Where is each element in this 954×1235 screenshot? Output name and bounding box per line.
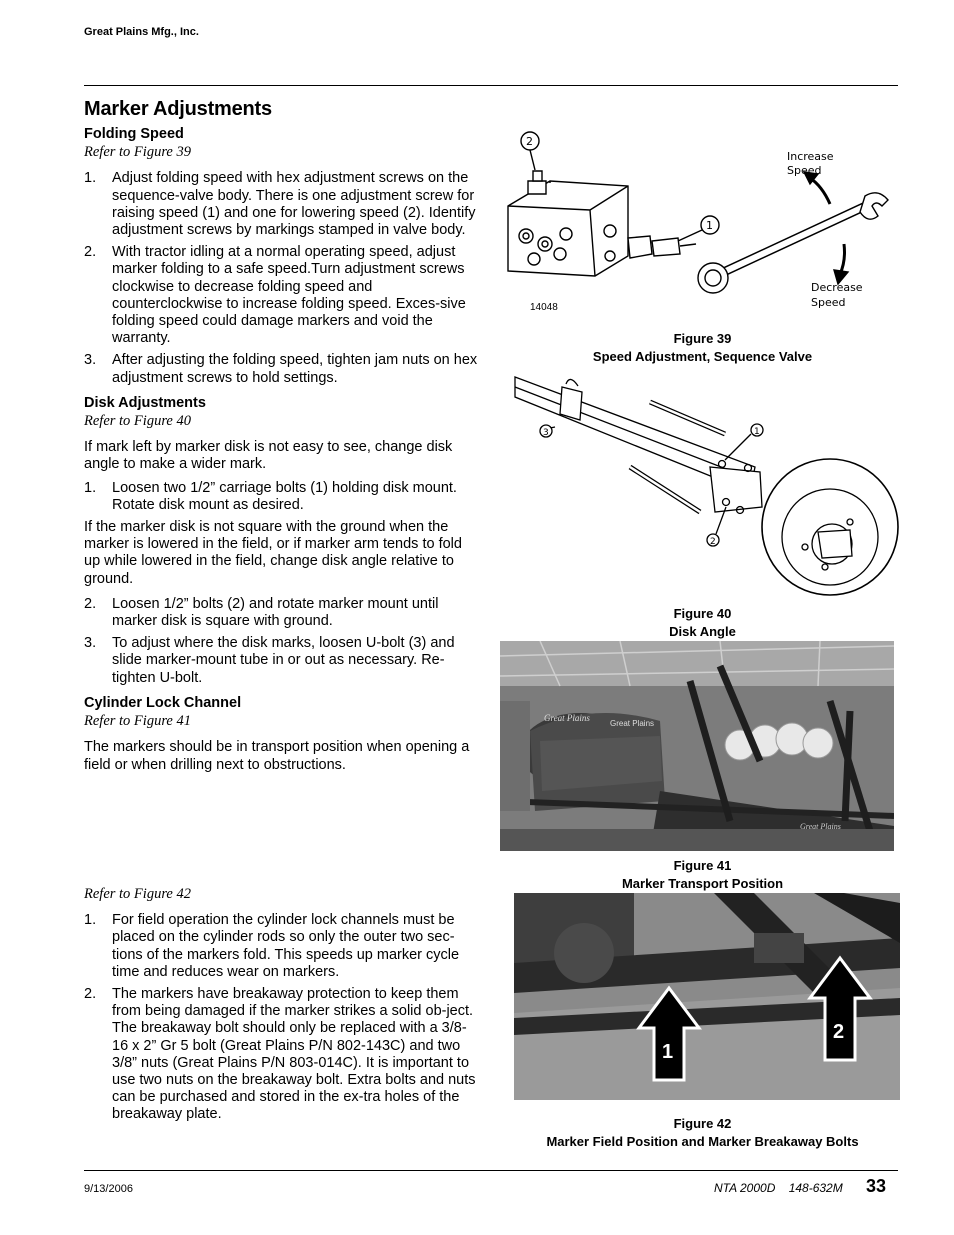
figure-caption: Disk Angle	[669, 624, 736, 639]
footer-doc-number: NTA 2000D 148-632M	[714, 1181, 843, 1195]
list-item	[84, 170, 480, 239]
figure-42-caption	[500, 1115, 905, 1151]
item-text: Loosen 1/2” bolts (2) and rotate marker mount until marker disk is square with ground.	[112, 595, 439, 630]
footer-rule	[84, 1170, 898, 1171]
left-column	[84, 126, 480, 780]
figure-39-drawing	[500, 126, 905, 321]
fig42-arrow-1-label: 1	[662, 1041, 674, 1063]
figure-41-photo	[500, 641, 894, 851]
cylinder-heading: Cylinder Lock Channel	[84, 694, 242, 711]
folding-list	[84, 170, 480, 386]
item-number: 3.	[84, 352, 97, 369]
figure-label: Figure 41	[673, 858, 732, 873]
fig39-increase: Increase	[787, 150, 834, 163]
disk-intro: If mark left by marker disk is not easy to see, change disk angle to make a wider mark.	[84, 439, 453, 473]
fig39-decrease: Decrease	[811, 281, 863, 294]
list-item	[84, 244, 480, 347]
fig39-increase-speed: Speed	[787, 164, 822, 177]
item-text: Loosen two 1/2” carriage bolts (1) holding disk mount. Rotate disk mount as desired.	[112, 479, 457, 513]
cylinder-intro: The markers should be in transport position when opening a field or when drilling next to obstructions.	[84, 739, 470, 773]
disk-heading: Disk Adjustments	[84, 394, 206, 411]
fig39-partno: 14048	[530, 302, 558, 313]
item-text: Adjust folding speed with hex adjustment screws on the sequence-valve body. There is one adjustment screw for raising speed (1) and one for lowering speed (2). Identify adjustment screws by markings stamped in valve body.	[112, 170, 476, 239]
fig40-callout-3: 3	[543, 428, 549, 438]
fig40-callout-1: 1	[754, 427, 760, 437]
list-item	[84, 912, 480, 981]
figure-caption: Marker Field Position and Marker Breakaway Bolts	[546, 1134, 859, 1149]
header-rule	[84, 85, 898, 86]
figure-label: Figure 39	[673, 331, 732, 346]
item-text: For field operation the cylinder lock channels must be placed on the cylinder rods so only the outer two sec-tions of the markers fold. This speeds up marker cycle time and reduces wear on markers.	[112, 912, 460, 980]
fig39-callout-1: 1	[706, 219, 713, 232]
figure-39-caption	[500, 330, 905, 366]
figure-label: Figure 40	[673, 606, 732, 621]
folding-ref: Refer to Figure 39	[84, 144, 191, 161]
figure-40-caption	[500, 605, 905, 641]
page-title: Marker Adjustments	[84, 98, 272, 120]
item-number: 3.	[84, 635, 97, 652]
figure-41-caption	[500, 857, 905, 893]
page-number: 33	[866, 1176, 887, 1196]
item-text: To adjust where the disk marks, loosen U-bolt (3) and slide marker-mount tube in or out as necessary. Re-tighten U-bolt.	[112, 635, 455, 686]
fig41-brand-1: Great Plains	[544, 713, 590, 723]
item-number: 1.	[84, 479, 97, 496]
left-column-lower	[84, 885, 480, 1129]
figure-caption: Marker Transport Position	[621, 876, 784, 891]
list-item	[84, 986, 480, 1124]
list-item	[84, 596, 480, 630]
item-text: After adjusting the folding speed, tighten jam nuts on hex adjustment screws to hold settings.	[112, 352, 478, 386]
item-number: 1.	[84, 912, 97, 929]
list-item	[84, 635, 480, 687]
company-name: Great Plains Mfg., Inc.	[84, 26, 199, 38]
fig41-brand-2: Great Plains	[610, 719, 655, 728]
item-text: With tractor idling at a normal operating speed, adjust marker folding to a safe speed.Turn adjustment screws clockwise to decrease folding speed and counterclockwise to increase folding speed. Exces-sive folding speed could damage markers and void the warranty.	[112, 244, 466, 347]
disk-ref: Refer to Figure 40	[84, 413, 191, 430]
fig40-callout-2: 2	[710, 537, 716, 547]
item-number: 2.	[84, 986, 97, 1003]
disk-mid: If the marker disk is not square with the ground when the marker is lowered in the field, or if marker arm tends to fold up while lowered in the field, change disk angle relative to ground.	[84, 519, 462, 587]
fig39-decrease-speed: Speed	[811, 296, 846, 309]
list-item	[84, 352, 480, 386]
item-number: 1.	[84, 170, 97, 187]
figure-42-photo	[514, 893, 900, 1100]
fig41-brand-3: Great Plains	[800, 822, 841, 831]
footer-date: 9/13/2006	[84, 1183, 133, 1195]
figure-caption: Speed Adjustment, Sequence Valve	[592, 349, 813, 364]
item-number: 2.	[84, 244, 97, 261]
item-text: The markers have breakaway protection to keep them from being damaged if the marker strikes a solid ob-ject. The breakaway bolt should only be replaced with a 3/8-16 x 2” Gr 5 bolt (Great Plains P/N 802-143C) and two 3/8” nuts (Great Plains P/N 803-014C). It is important to use two nuts on the breakaway bolt. Extra bolts and nuts can be purchased and stored in the ex-tra holes of the breakaway plate.	[112, 986, 476, 1123]
figure-42-scene	[514, 893, 900, 1100]
cylinder-ref2: Refer to Figure 42	[84, 886, 191, 902]
item-number: 2.	[84, 595, 97, 612]
cylinder-ref: Refer to Figure 41	[84, 713, 191, 730]
list-item	[84, 480, 480, 514]
fig42-arrow-2-label: 2	[833, 1021, 845, 1043]
folding-heading: Folding Speed	[84, 126, 184, 142]
fig39-callout-2: 2	[526, 135, 533, 148]
figure-label: Figure 42	[673, 1116, 732, 1131]
figure-41-scene	[500, 641, 894, 851]
figure-40-drawing	[500, 372, 905, 604]
